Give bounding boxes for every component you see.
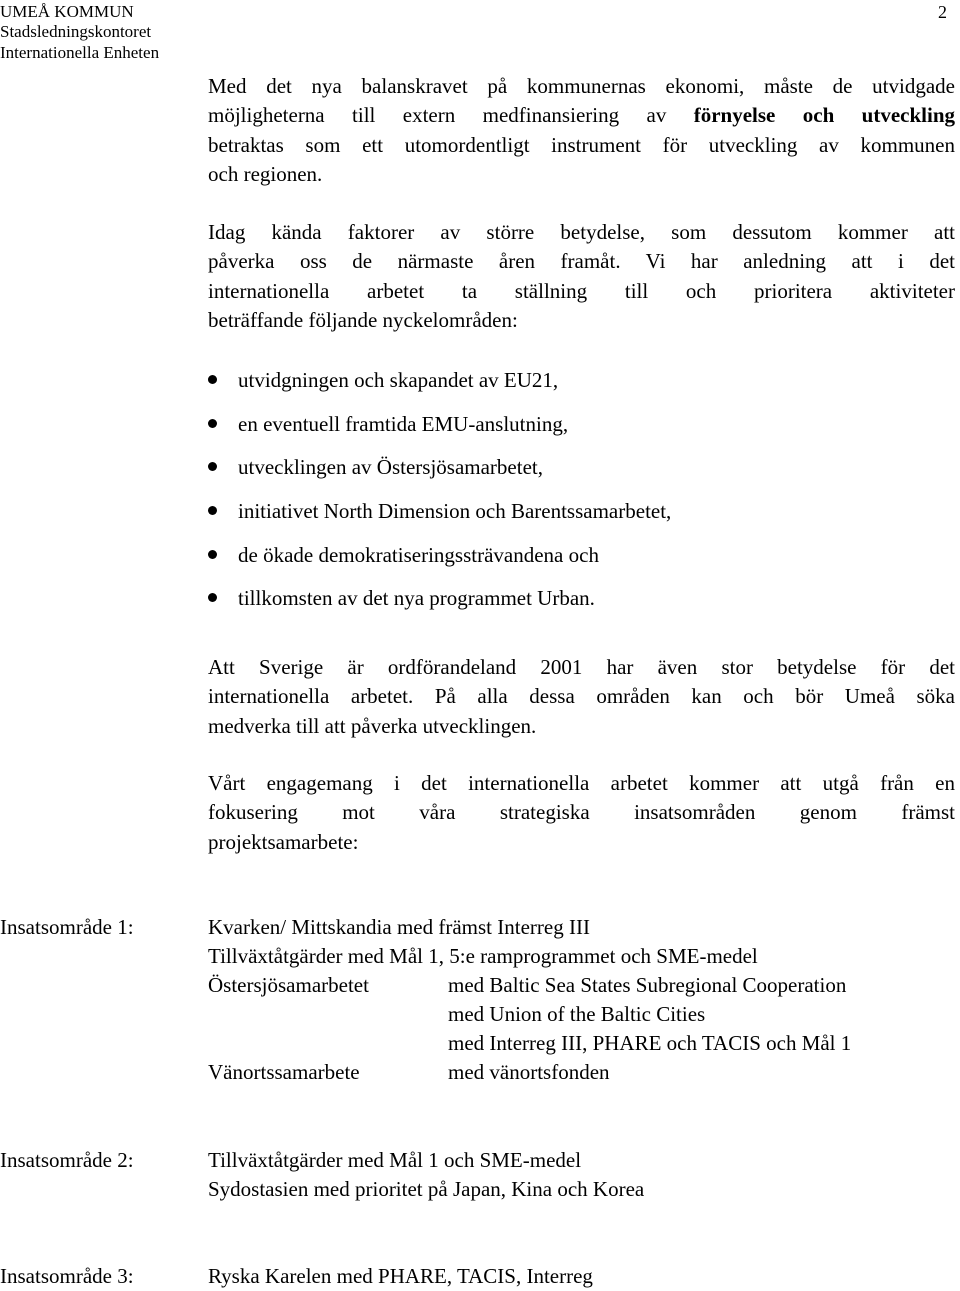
- area-1-row-3: [208, 971, 948, 1000]
- bullet-icon: [208, 593, 217, 602]
- list-item-text: tillkomsten av det nya programmet Urban.: [238, 586, 595, 611]
- area-1-row-1: Kvarken/ Mittskandia med främst Interreg III: [208, 915, 590, 939]
- chair-line-2: internationella arbetet. På alla dessa områden kan och bör Umeå söka: [208, 684, 955, 709]
- header-unit: Internationella Enheten: [0, 43, 160, 62]
- list-item: [208, 496, 671, 540]
- area-1-row-4: [208, 1000, 948, 1029]
- area-1-row-3-detail: med Baltic Sea States Subregional Cooperation: [448, 973, 847, 997]
- bullet-icon: [208, 550, 217, 559]
- list-item: [208, 409, 671, 453]
- list-item-text: de ökade demokratiseringssträvandena och: [238, 542, 599, 567]
- page-number: 2: [938, 2, 947, 22]
- area-1-row-4-detail: med Union of the Baltic Cities: [448, 1002, 706, 1026]
- bullet-icon: [208, 506, 217, 515]
- intro-paragraph: [208, 72, 955, 189]
- engagement-paragraph: [208, 769, 955, 857]
- area-1-row-2: Tillväxtåtgärder med Mål 1, 5:e ramprogrammet och SME-medel: [208, 944, 758, 968]
- area-1-row-5-detail: med Interreg III, PHARE och TACIS och Mål 1: [448, 1031, 852, 1055]
- list-item-text: utvidgningen och skapandet av EU21,: [238, 368, 559, 392]
- area-2-content: [208, 1146, 644, 1204]
- factors-line-2: påverka oss de närmaste åren framåt. Vi har anledning att i det: [208, 249, 955, 274]
- engagement-line-1: Vårt engagemang i det internationella arbetet kommer att utgå från en: [208, 771, 955, 795]
- intro-line-2: [208, 101, 955, 130]
- bullet-icon: [208, 419, 217, 428]
- area-1-row-5: [208, 1029, 948, 1058]
- key-areas-list: [208, 365, 671, 627]
- intro-line-2-text: möjligheterna till extern medfinansiering av: [208, 103, 694, 128]
- area-2-label: Insatsområde 2:: [0, 1148, 134, 1172]
- area-2-row-1: Tillväxtåtgärder med Mål 1 och SME-medel: [208, 1148, 582, 1172]
- bullet-icon: [208, 375, 217, 384]
- list-item-text: initiativet North Dimension och Barentssamarbetet,: [238, 499, 672, 524]
- header-office: Stadsledningskontoret: [0, 22, 152, 41]
- intro-bold-phrase: förnyelse och utveckling: [693, 103, 956, 128]
- intro-line-4: och regionen.: [208, 161, 323, 186]
- header-org: UMEÅ KOMMUN: [0, 2, 134, 21]
- factors-line-4: beträffande följande nyckelområden:: [208, 307, 518, 332]
- area-2-row-2: Sydostasien med prioritet på Japan, Kina och Korea: [208, 1177, 645, 1201]
- factors-line-3: internationella arbetet ta ställning till och prioritera aktiviteter: [208, 278, 955, 303]
- intro-line-1: Med det nya balanskravet på kommunernas ekonomi, måste de utvidgade: [208, 74, 955, 98]
- area-1-label: Insatsområde 1:: [0, 915, 134, 939]
- area-1-row-3-name: Östersjösamarbetet: [208, 973, 369, 997]
- list-item: [208, 583, 671, 627]
- factors-line-1: Idag kända faktorer av större betydelse, som dessutom kommer att: [208, 220, 955, 244]
- list-item: [208, 540, 671, 584]
- engagement-line-3: projektsamarbete:: [208, 829, 359, 854]
- area-3-content: [208, 1262, 593, 1291]
- area-1-row-6-name: Vänortssamarbete: [208, 1060, 360, 1084]
- bullet-icon: [208, 462, 217, 471]
- list-item-text: utvecklingen av Östersjösamarbetet,: [238, 455, 543, 480]
- intro-line-3: betraktas som ett utomordentligt instrument för utveckling av kommunen: [208, 132, 955, 157]
- list-item: [208, 365, 671, 409]
- area-1-row-6: [208, 1058, 948, 1087]
- chair-paragraph: [208, 653, 955, 741]
- area-3-label: Insatsområde 3:: [0, 1264, 134, 1288]
- area-1-row-6-detail: med vänortsfonden: [448, 1060, 610, 1084]
- chair-line-3: medverka till att påverka utvecklingen.: [208, 713, 537, 738]
- chair-line-1: Att Sverige är ordförandeland 2001 har även stor betydelse för det: [208, 655, 955, 679]
- area-3-row-1: Ryska Karelen med PHARE, TACIS, Interreg: [208, 1264, 593, 1288]
- list-item-text: en eventuell framtida EMU-anslutning,: [238, 411, 569, 436]
- list-item: [208, 452, 671, 496]
- factors-paragraph: [208, 218, 955, 335]
- area-1-content: [208, 913, 948, 1087]
- engagement-line-2: fokusering mot våra strategiska insatsområden genom främst: [208, 800, 955, 825]
